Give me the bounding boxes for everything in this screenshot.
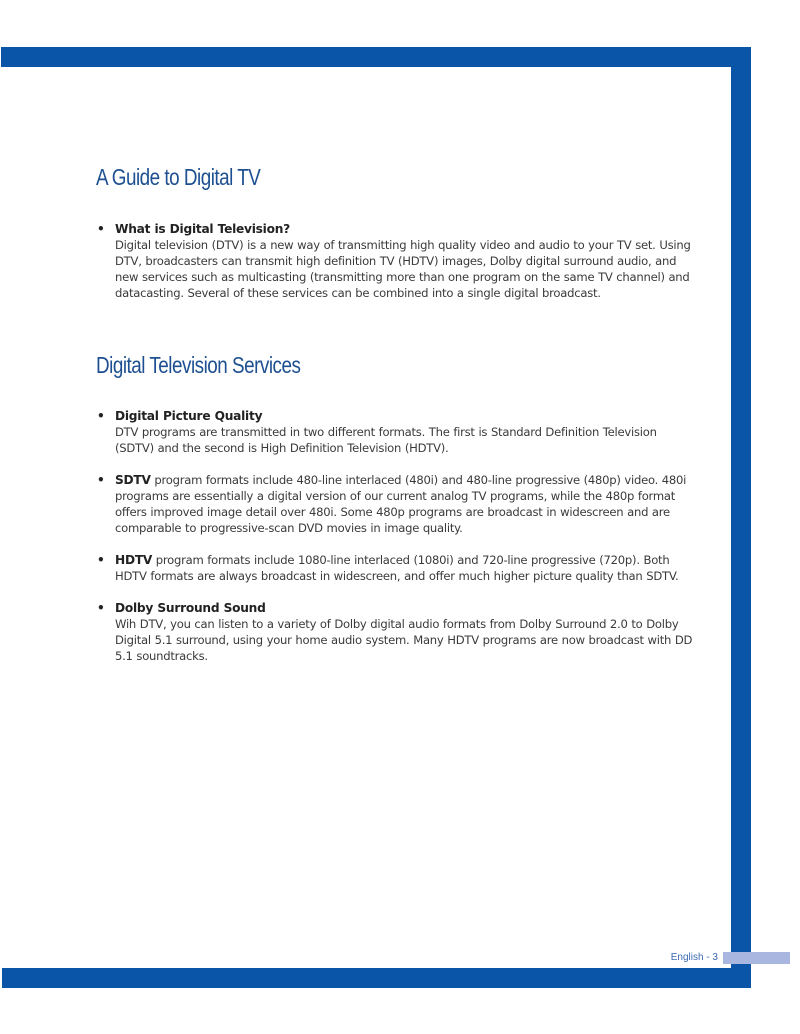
services-list xyxy=(96,408,696,664)
frame-top-bar xyxy=(1,47,751,67)
list-item-what-is-dtv xyxy=(96,221,696,301)
item-body: DTV programs are transmitted in two different formats. The first is Standard Definition Television (SDTV) and the second is High Definition Television (HDTV). xyxy=(115,425,657,455)
item-body: Digital television (DTV) is a new way of transmitting high quality video and audio to your TV set. Using DTV, broadcasters can transmit high definition TV (HDTV) images, Dolby digital surround audio, and new services such as multicasting (transmitting more than one program on the same TV channel) and datacasting. Several of these services can be combined into a single digital broadcast. xyxy=(115,238,691,300)
bullet-icon: • xyxy=(97,409,105,423)
item-body: program formats include 1080-line interlaced (1080i) and 720-line progressive (720p). Both HDTV formats are always broadcast in widescreen, and offer much higher picture quality than SDTV. xyxy=(115,553,679,583)
guide-list xyxy=(96,221,696,301)
list-item-sdtv xyxy=(96,472,696,536)
frame-right-bar xyxy=(731,47,751,988)
page-number: English - 3 xyxy=(670,952,718,963)
item-title: SDTV xyxy=(115,473,151,487)
item-body: program formats include 480-line interlaced (480i) and 480-line progressive (480p) video. 480i programs are essentially a digital version of our current analog TV programs, while the 480p format offers improved image detail over 480i. Some 480p programs are broadcast in widescreen and are comparable to progressive-scan DVD movies in image quality. xyxy=(115,473,687,535)
list-item-hdtv xyxy=(96,552,696,584)
item-title: HDTV xyxy=(115,553,153,567)
bullet-icon: • xyxy=(97,222,105,236)
bullet-icon: • xyxy=(97,553,105,567)
bullet-icon: • xyxy=(97,473,105,487)
section-heading-guide: A Guide to Digital TV xyxy=(96,164,261,190)
item-body: Wih DTV, you can listen to a variety of Dolby digital audio formats from Dolby Surround 2.0 to Dolby Digital 5.1 surround, using your home audio system. Many HDTV programs are now broadcast with DD 5.1 soundtracks. xyxy=(115,617,693,663)
list-item-picture-quality xyxy=(96,408,696,456)
page-tab-marker xyxy=(723,952,790,964)
bullet-icon: • xyxy=(97,601,105,615)
frame-bottom-bar xyxy=(2,968,751,988)
item-title: Dolby Surround Sound xyxy=(115,601,266,615)
item-title: Digital Picture Quality xyxy=(115,409,263,423)
item-title: What is Digital Television? xyxy=(115,222,290,236)
section-heading-services: Digital Television Services xyxy=(96,352,301,378)
list-item-dolby xyxy=(96,600,696,664)
